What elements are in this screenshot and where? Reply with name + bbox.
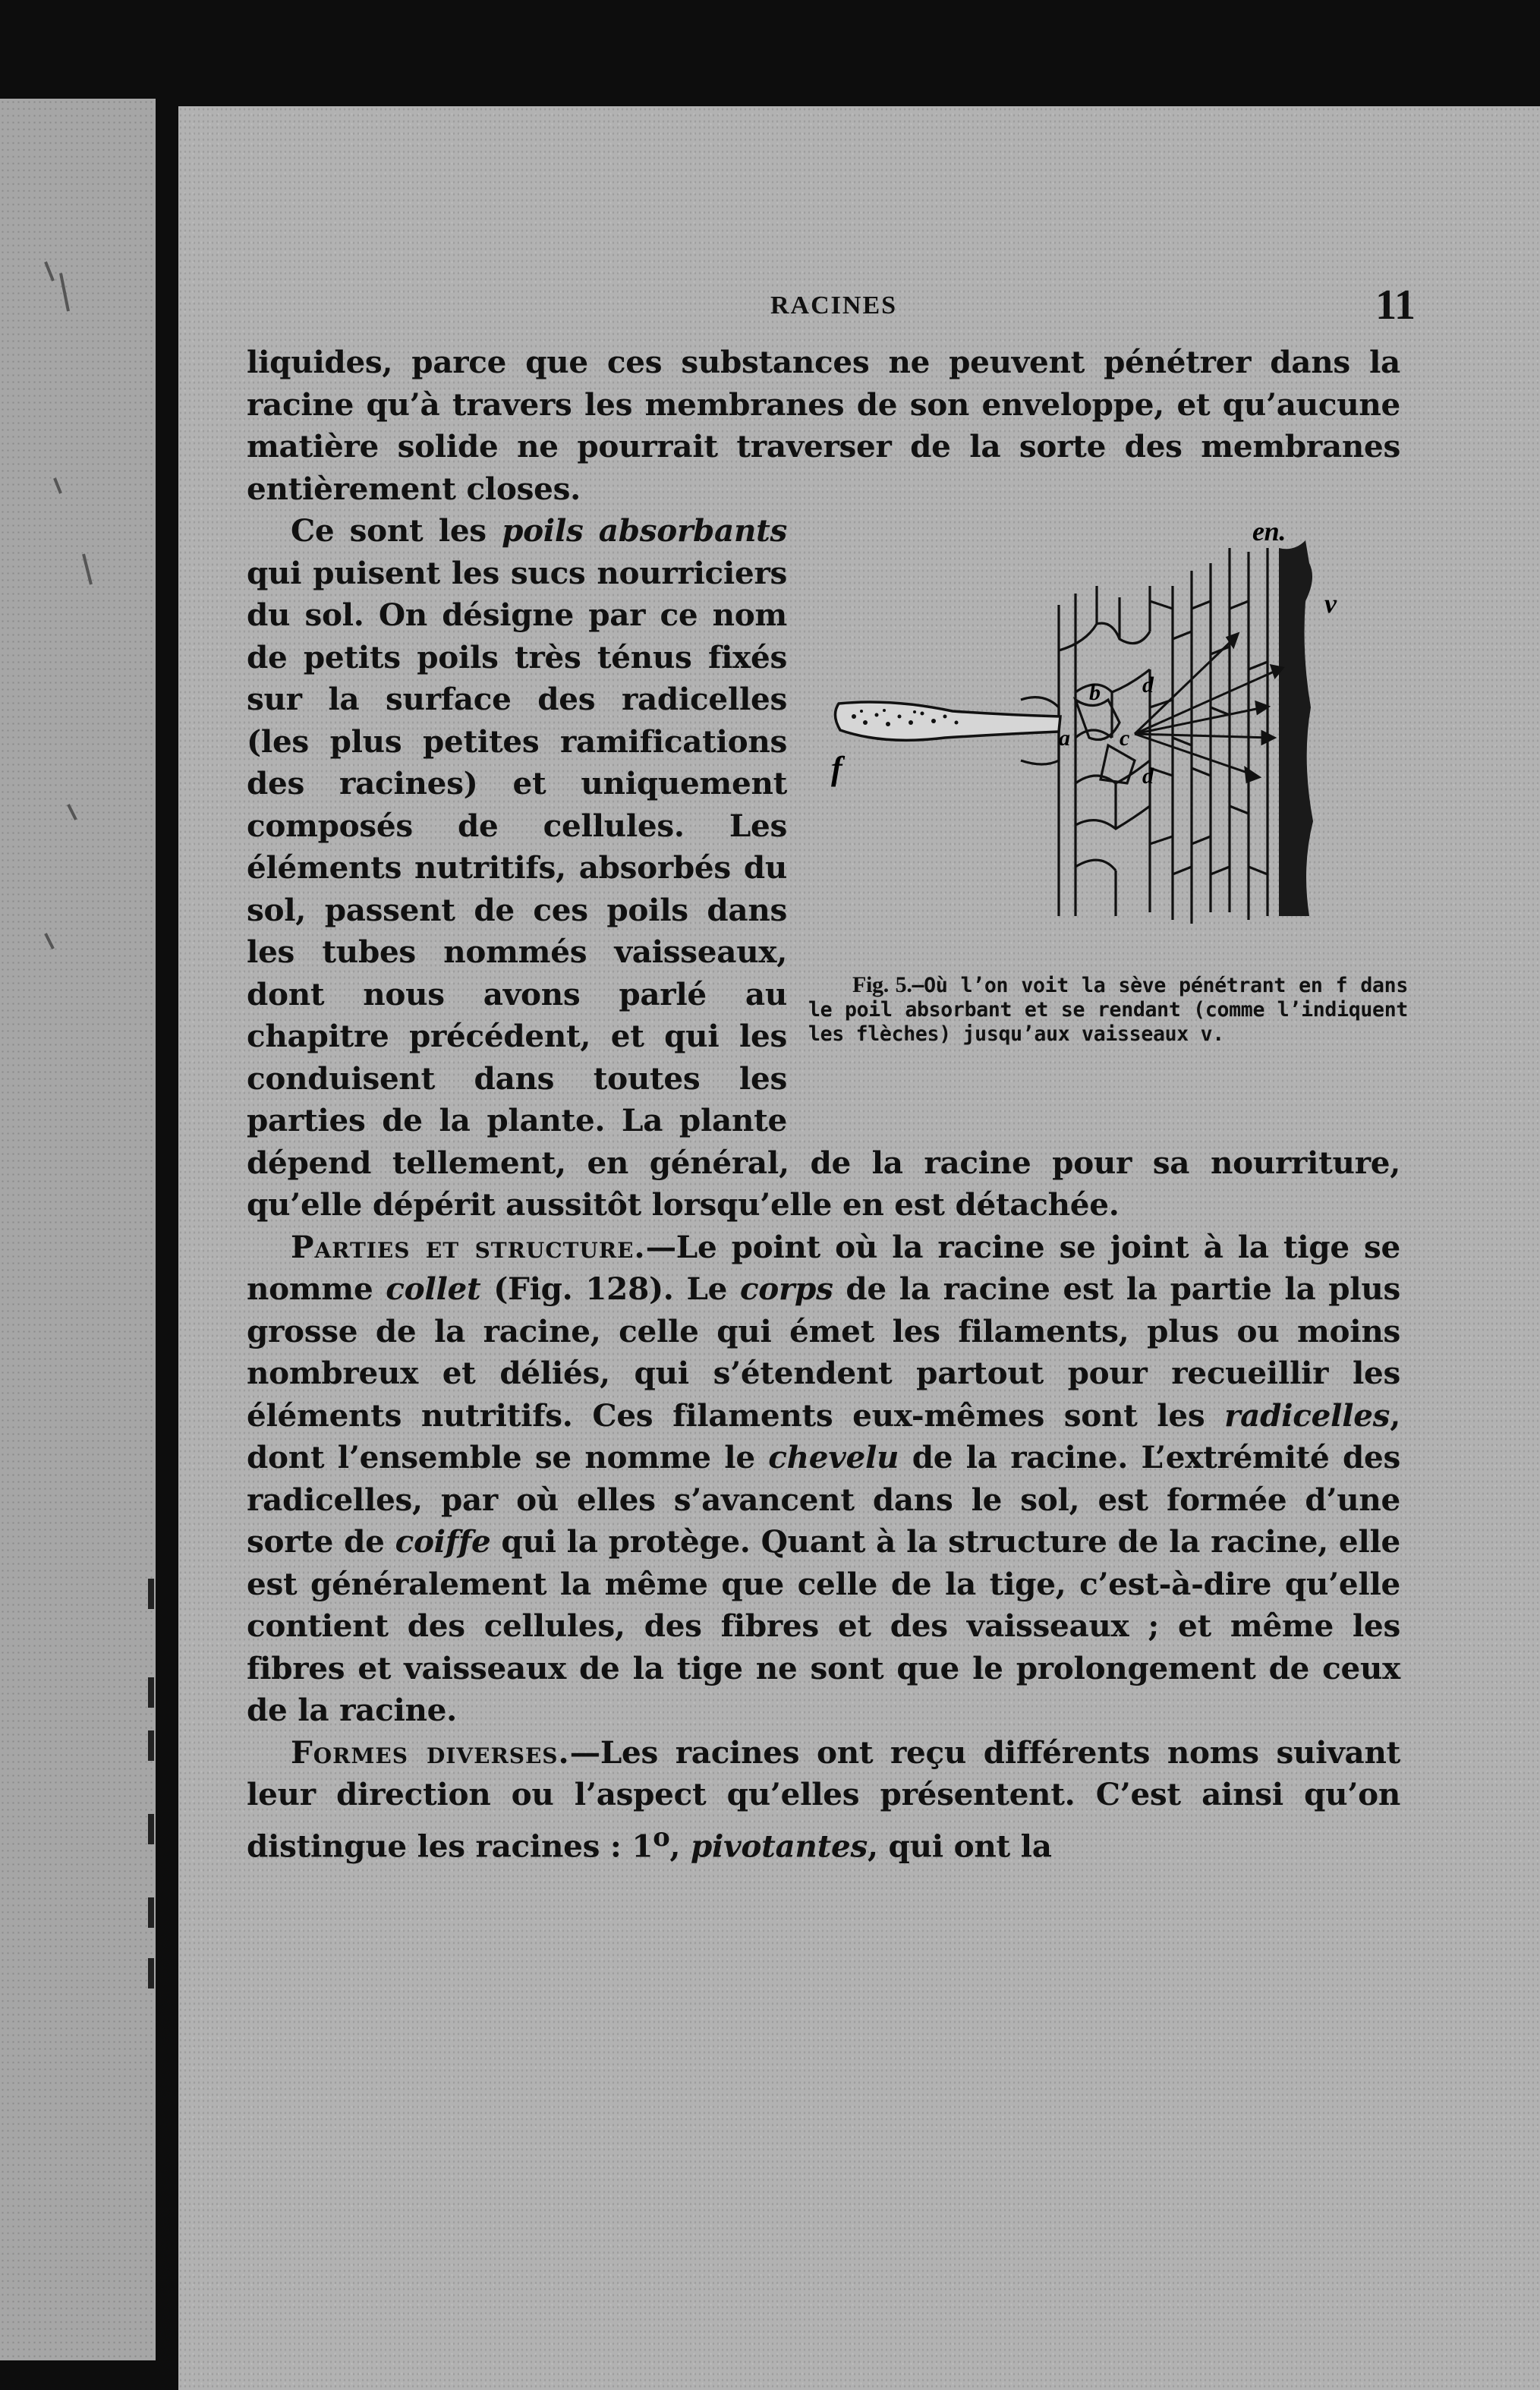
label-b: b bbox=[1089, 680, 1101, 705]
term-poils-absorbants: poils absorbants bbox=[502, 512, 787, 549]
paragraph-2-text-a: Ce sont les bbox=[291, 512, 502, 549]
paragraph-2-body: qui puisent les sucs nourriciers du sol. On désigne par ce nom de petits poils très ténus fixés sur la surface des radicelles (les plus petites ramifications des racines) et uniquement composés de cellules. Les éléments nutritifs, absorbés du sol, passent de ces poils dans les tubes nommés vaisseaux, dont nous avons parlé au chapitre précédent, et qui les conduisent dans toutes les parties de la plante. La plante dépend tellement, en général, de la racine pour sa nourriture, qu’elle dépérit aussitôt lorsqu’elle en est détachée. bbox=[247, 554, 1400, 1223]
running-title: RACINES bbox=[770, 291, 898, 320]
paragraph-4-text-c: , qui ont la bbox=[867, 1828, 1052, 1864]
paragraph-4-text-b: , bbox=[669, 1828, 691, 1864]
paragraph-3-text-e: de la racine. L’extrémité des radicelles, par où elles s’avancent dans le sol, est formée d’une sorte de bbox=[247, 1439, 1400, 1560]
term-chevelu: chevelu bbox=[768, 1439, 899, 1475]
figure-5 bbox=[808, 518, 1416, 1110]
heading-formes-diverses: Formes diverses. bbox=[291, 1733, 570, 1771]
heading-parties-structure: Parties et structure. bbox=[291, 1228, 646, 1265]
paragraph-4 bbox=[247, 1732, 1400, 1868]
label-c: c bbox=[1120, 726, 1130, 751]
label-f: f bbox=[831, 750, 842, 787]
ordinal-superscript: o bbox=[653, 1821, 670, 1852]
book-page bbox=[178, 106, 1540, 2390]
paragraph-2 bbox=[247, 510, 1408, 1226]
label-v: v bbox=[1324, 588, 1337, 619]
paragraph-3 bbox=[247, 1226, 1400, 1732]
label-d-upper: d bbox=[1142, 672, 1154, 697]
paragraph-1: liquides, parce que ces substances ne peuvent pénétrer dans la racine qu’à travers les membranes de son enveloppe, et qu’aucune matière solide ne pourrait traverser de la sorte des membranes entièrement closes. bbox=[247, 344, 1400, 507]
page-content bbox=[247, 281, 1416, 1868]
page-number: 11 bbox=[1375, 282, 1416, 329]
term-radicelles: radicelles bbox=[1224, 1397, 1390, 1434]
term-coiffe: coiffe bbox=[395, 1523, 491, 1560]
adjacent-page-strip bbox=[0, 99, 156, 2360]
term-pivotantes: pivotantes bbox=[691, 1828, 868, 1864]
paragraph-3-text-b: (Fig. 128). Le bbox=[480, 1271, 740, 1307]
term-collet: collet bbox=[386, 1271, 481, 1307]
paragraph-3-text-a: —Le point où la racine se joint à la tige se nomme bbox=[247, 1228, 1401, 1307]
paragraph-4-text-a: —Les racines ont reçu différents noms suivant leur direction ou l’aspect qu’elles présentent. C’est ainsi qu’on distingue les racines : 1 bbox=[247, 1733, 1400, 1864]
label-en: en. bbox=[1252, 518, 1286, 546]
running-head bbox=[247, 281, 1416, 342]
flow-arrows bbox=[1135, 634, 1283, 782]
paragraph-3-text-f: qui la protège. Quant à la structure de la racine, elle est généralement la même que celle de la tige, c’est-à-dire qu’elle contient des cellules, des fibres et des vaisseaux ; et même les fibres et vaisseaux de la tige ne sont que le prolongement de ceux de la racine. bbox=[247, 1523, 1400, 1728]
root-hair bbox=[835, 702, 1060, 740]
paragraph-3-text-c: de la racine est la partie la plus grosse de la racine, celle qui émet les filaments, plus ou moins nombreux et déliés, qui s’étendent partout pour recueillir les éléments nutritifs. Ces filaments eux-mêmes sont les bbox=[247, 1271, 1400, 1434]
root-hair-illustration bbox=[808, 518, 1416, 958]
paragraph-3-text-d: , dont l’ensemble se nomme le bbox=[247, 1397, 1400, 1475]
caption-text: —Où l’on voit la sève pénétrant en f dans le poil absorbant et se rendant (comme l’indiquent les flèches) jusqu’aux vaisseaux v. bbox=[808, 974, 1408, 1046]
caption-label: Fig. 5. bbox=[852, 972, 912, 997]
label-a: a bbox=[1059, 726, 1070, 751]
epidermis-layer bbox=[1279, 540, 1313, 916]
figure-caption bbox=[808, 973, 1408, 1047]
adjacent-page-marks bbox=[0, 99, 156, 2360]
term-corps: corps bbox=[739, 1271, 833, 1307]
label-d-lower: d bbox=[1142, 764, 1154, 789]
